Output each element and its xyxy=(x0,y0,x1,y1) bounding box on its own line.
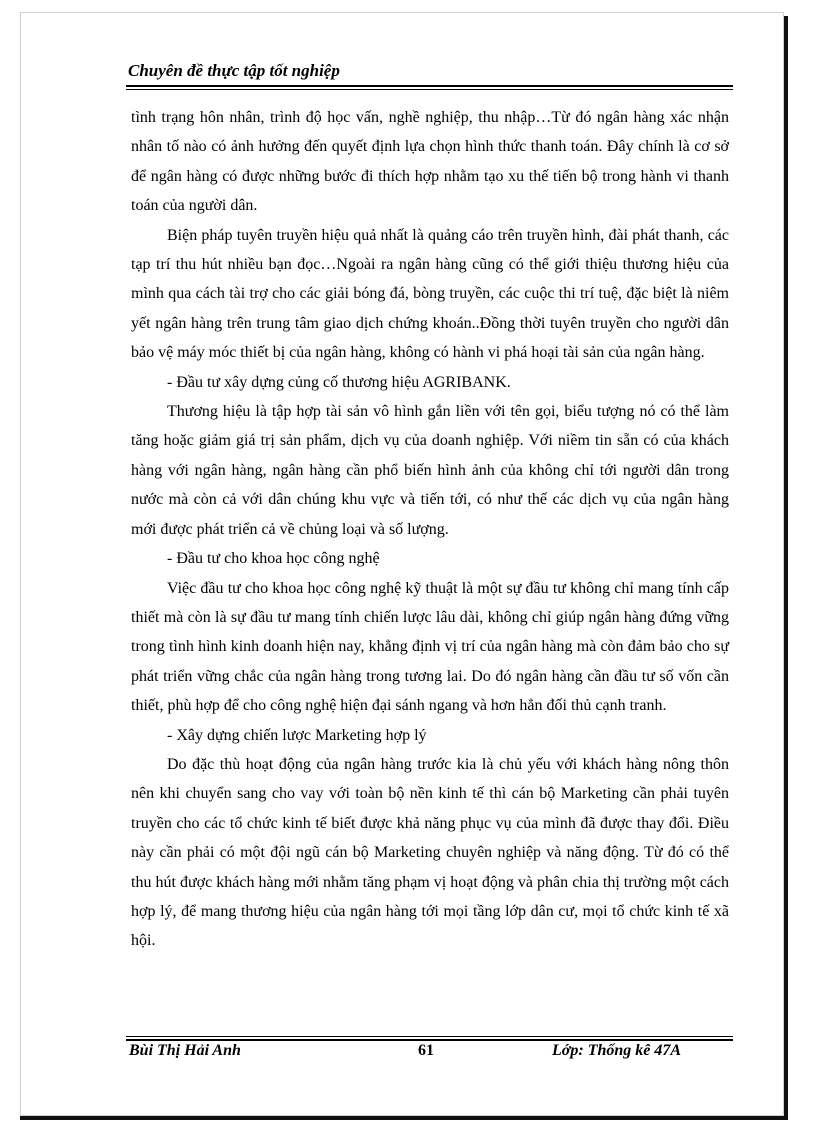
footer-rule xyxy=(126,1039,733,1041)
paragraph: Việc đầu tư cho khoa học công nghệ kỹ thuật là một sự đầu tư không chỉ mang tính cấp thiết mà còn là sự đầu tư mang tính chiến lược lâu dài, không chỉ giúp ngân hàng đứng vững trong tình hình kinh doanh hiện nay, khẳng định vị trí của ngân hàng mà còn đảm bảo cho sự phát triển vững chắc của ngân hàng trong tương lai. Do đó ngân hàng cần đầu tư số vốn cần thiết, phù hợp để cho công nghệ hiện đại sánh ngang và hơn hẳn đối thủ cạnh tranh. xyxy=(131,579,729,715)
header-rule xyxy=(126,85,733,87)
paragraph: Thương hiệu là tập hợp tài sản vô hình gắn liền với tên gọi, biểu tượng nó có thể làm tăng hoặc giảm giá trị sản phẩm, dịch vụ của doanh nghiệp. Với niềm tin sẵn có của khách hàng với ngân hàng, ngân hàng cần phổ biến hình ảnh của không chỉ tới người dân trong nước mà còn cả với dân chúng khu vực và tiến tới, có như thế các dịch vụ của ngân hàng mới được phát triển cả về chủng loại và số lượng. xyxy=(131,403,729,538)
bullet-heading: - Đầu tư xây dựng củng cố thương hiệu AGRIBANK. xyxy=(167,373,511,391)
paragraph: tình trạng hôn nhân, trình độ học vấn, nghề nghiệp, thu nhập…Từ đó ngân hàng xác nhận nhân tố nào có ảnh hưởng đến quyết định lựa chọn hình thức thanh toán. Đây chính là cơ sở để ngân hàng có được những bước đi thích hợp nhằm tạo xu thế tiến bộ trong hành vi thanh toán của người dân. xyxy=(131,109,729,215)
header-title: Chuyên đề thực tập tốt nghiệp xyxy=(128,61,340,80)
footer-rule-thin xyxy=(126,1036,733,1037)
paragraph: Do đặc thù hoạt động của ngân hàng trước kia là chủ yếu với khách hàng nông thôn nên khi chuyển sang cho vay với toàn bộ nền kinh tế thì cán bộ Marketing cần phải tuyên truyền cho các tổ chức kinh tế biết được khả năng phục vụ của mình đã được thay đổi. Điều này cần phải có một đội ngũ cán bộ Marketing chuyên nghiệp và năng động. Từ đó có thể thu hút được khách hàng mới nhằm tăng phạm vị hoạt động và phân chia thị trường một cách hợp lý, để mang thương hiệu của ngân hàng tới mọi tầng lớp dân cư, mọi tổ chức kinh tế xã hội. xyxy=(131,755,729,950)
bullet-heading: - Xây dựng chiến lược Marketing hợp lý xyxy=(167,726,427,744)
body-text xyxy=(131,103,729,956)
page-shadow-right xyxy=(784,16,788,1116)
footer-page-number: 61 xyxy=(418,1042,434,1059)
header-rule-thin xyxy=(126,89,733,90)
paragraph: Biện pháp tuyên truyền hiệu quả nhất là quảng cáo trên truyền hình, đài phát thanh, các tạp trí thu hút nhiều bạn đọc…Ngoài ra ngân hàng cũng có thể giới thiệu thương hiệu của mình qua cách tài trợ cho các giải bóng đá, bòng truyền, các cuộc thi trí tuệ, đặc biệt là niêm yết ngân hàng trên trung tâm giao dịch chứng khoán..Đồng thời tuyên truyền cho người dân bảo vệ máy móc thiết bị của ngân hàng, không có hành vi phá hoại tài sản của ngân hàng. xyxy=(131,226,729,362)
footer-class-label: Lớp: Thống kê 47A xyxy=(552,1042,682,1059)
page-shadow-bottom xyxy=(20,1116,788,1120)
bullet-heading: - Đầu tư cho khoa học công nghệ xyxy=(167,550,380,568)
footer-author: Bùi Thị Hải Anh xyxy=(129,1042,241,1059)
